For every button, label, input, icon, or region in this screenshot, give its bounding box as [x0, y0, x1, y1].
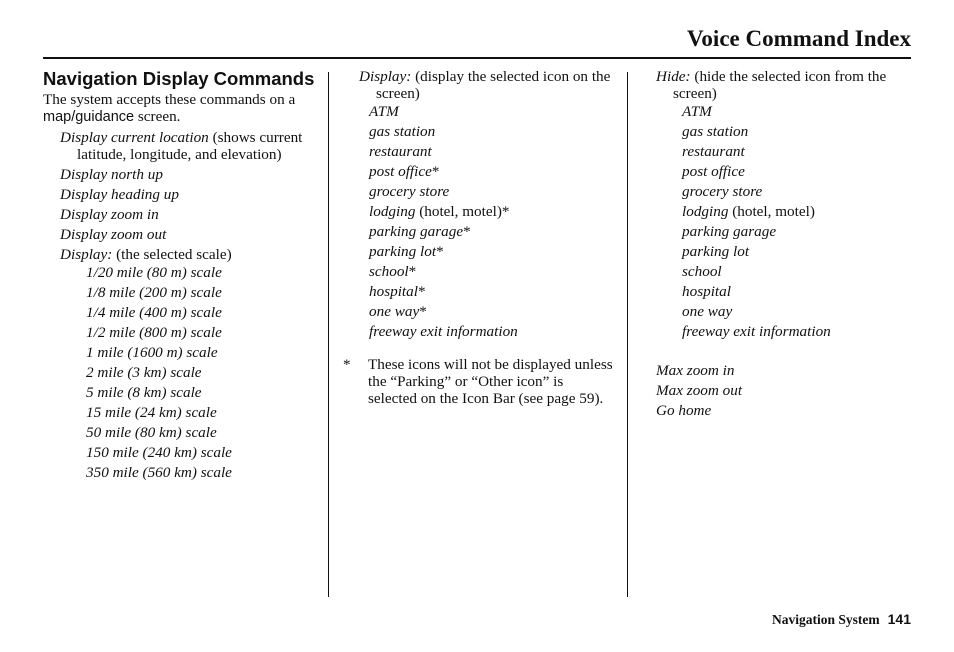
- scale-item: [86, 463, 318, 483]
- scale-item: [86, 343, 318, 363]
- display-icon-list: [343, 102, 615, 342]
- extra-command-list: [656, 361, 911, 421]
- icon-name: parking lot: [682, 243, 750, 260]
- header-rule: [43, 57, 911, 59]
- icon-name: freeway exit information: [369, 323, 518, 340]
- display-icon-item: [369, 122, 615, 142]
- hide-icon-item: [682, 262, 911, 282]
- icon-name: one way: [369, 303, 420, 320]
- display-icon-item: [369, 102, 615, 122]
- scale-item: [86, 403, 318, 423]
- display-icon-item: [369, 222, 615, 242]
- scale-item-text: 5 mile (8 km) scale: [86, 384, 202, 401]
- scale-item-text: 1/2 mile (800 m) scale: [86, 324, 222, 341]
- icon-name: parking lot: [369, 243, 437, 260]
- icon-suffix: *: [431, 163, 440, 180]
- command-item-text: Display zoom out: [60, 226, 167, 243]
- footer-label: Navigation System: [772, 612, 880, 627]
- scale-item-text: 1 mile (1600 m) scale: [86, 344, 218, 361]
- intro-paragraph: [43, 91, 318, 126]
- icon-name: restaurant: [682, 143, 745, 160]
- display-icon-item: [369, 242, 615, 262]
- icon-name: school: [369, 263, 409, 280]
- command-item: [60, 186, 318, 203]
- hide-icon-item: [682, 142, 911, 162]
- display-icon-item: [369, 302, 615, 322]
- hide-icon-list: [656, 102, 911, 342]
- command-italic: Hide:: [656, 68, 691, 85]
- column-hide-icons: [656, 68, 911, 421]
- display-icon-item: [369, 322, 615, 342]
- scale-item-text: 50 mile (80 km) scale: [86, 424, 217, 441]
- scale-item: [86, 443, 318, 463]
- command-display-icon: [359, 68, 615, 102]
- scale-item-text: 2 mile (3 km) scale: [86, 364, 202, 381]
- icon-suffix: *: [463, 223, 471, 240]
- icon-name: school: [682, 263, 722, 280]
- hide-icon-item: [682, 122, 911, 142]
- command-description: (the selected scale): [116, 246, 232, 263]
- scale-item-text: 350 mile (560 km) scale: [86, 464, 232, 481]
- extra-command-item-text: Max zoom out: [656, 382, 743, 399]
- icon-name: freeway exit information: [682, 323, 831, 340]
- scale-item-text: 150 mile (240 km) scale: [86, 444, 232, 461]
- page-number: 141: [887, 611, 911, 627]
- page-footer: [772, 611, 911, 628]
- column-divider-2: [627, 72, 628, 597]
- section-heading: Navigation Display Commands: [43, 68, 315, 89]
- scale-item: [86, 303, 318, 323]
- icon-name: post office: [682, 163, 745, 180]
- extra-command-item-text: Go home: [656, 402, 712, 419]
- scale-item: [86, 423, 318, 443]
- hide-icon-item: [682, 182, 911, 202]
- icon-suffix: *: [419, 303, 427, 320]
- hide-icon-item: [682, 222, 911, 242]
- extra-command-item-text: Max zoom in: [656, 362, 735, 379]
- icon-suffix: *: [436, 243, 444, 260]
- display-icon-item: [369, 162, 615, 182]
- icon-name: lodging: [682, 203, 729, 220]
- hide-icon-item: [682, 202, 911, 222]
- extra-command-item: [656, 401, 911, 421]
- display-icon-item: [369, 182, 615, 202]
- command-item-text: Display north up: [60, 166, 163, 183]
- hide-icon-item: [682, 302, 911, 322]
- icon-name: parking garage: [369, 223, 464, 240]
- page-title: Voice Command Index: [686, 26, 911, 51]
- icon-name: gas station: [369, 123, 436, 140]
- column-display-icons: [343, 68, 615, 407]
- intro-text: The system accepts these commands on a: [43, 91, 296, 108]
- scale-list: [43, 263, 318, 483]
- icon-suffix: *: [417, 283, 426, 300]
- hide-icon-item: [682, 102, 911, 122]
- command-item-text: Display heading up: [60, 186, 179, 203]
- command-italic: Display current location: [60, 129, 209, 146]
- command-list: [43, 166, 318, 243]
- icon-name: parking garage: [682, 223, 777, 240]
- extra-command-item: [656, 381, 911, 401]
- icon-name: grocery store: [682, 183, 763, 200]
- command-description: (shows current latitude, longitude, and elevation): [77, 129, 303, 163]
- icon-name: one way: [682, 303, 733, 320]
- command-hide-icon: [656, 68, 911, 102]
- icon-name: restaurant: [369, 143, 432, 160]
- icon-name: grocery store: [369, 183, 450, 200]
- icon-suffix: *: [408, 263, 417, 280]
- display-icon-item: [369, 202, 615, 222]
- icon-name: post office: [369, 163, 432, 180]
- intro-end: screen.: [137, 108, 181, 125]
- column-navigation-display: [43, 68, 318, 483]
- scale-item-text: 1/8 mile (200 m) scale: [86, 284, 222, 301]
- icon-name: gas station: [682, 123, 749, 140]
- command-item: [60, 166, 318, 183]
- footnote-star: *: [343, 356, 351, 373]
- scale-item: [86, 383, 318, 403]
- display-icon-item: [369, 142, 615, 162]
- command-description: (display the selected icon on the screen): [376, 68, 611, 102]
- icon-suffix: (hotel, motel)*: [415, 203, 510, 220]
- command-italic: Display:: [359, 68, 412, 85]
- command-italic: Display:: [60, 246, 113, 263]
- scale-item: [86, 363, 318, 383]
- command-item-text: Display zoom in: [60, 206, 159, 223]
- scale-item: [86, 323, 318, 343]
- scale-item-text: 1/4 mile (400 m) scale: [86, 304, 222, 321]
- icon-name: hospital: [369, 283, 418, 300]
- icon-name: hospital: [682, 283, 731, 300]
- display-icon-item: [369, 282, 615, 302]
- display-icon-item: [369, 262, 615, 282]
- footnote-text: These icons will not be displayed unless the “Parking” or “Other icon” is selected on the Icon Bar (see page 59).: [368, 356, 613, 407]
- hide-icon-item: [682, 162, 911, 182]
- icon-name: lodging: [369, 203, 416, 220]
- hide-icon-item: [682, 242, 911, 262]
- command-display-current-location: [60, 129, 318, 163]
- command-display-scale: [60, 246, 318, 263]
- hide-icon-item: [682, 322, 911, 342]
- footnote: [343, 356, 615, 407]
- command-item: [60, 226, 318, 243]
- intro-screen-name: map/guidance: [43, 109, 135, 125]
- icon-name: ATM: [369, 103, 399, 120]
- hide-icon-item: [682, 282, 911, 302]
- scale-item-text: 1/20 mile (80 m) scale: [86, 264, 222, 281]
- spacer: [656, 342, 911, 361]
- scale-item: [86, 283, 318, 303]
- scale-item: [86, 263, 318, 283]
- extra-command-item: [656, 361, 911, 381]
- command-item: [60, 206, 318, 223]
- icon-suffix: (hotel, motel): [728, 203, 815, 220]
- icon-name: ATM: [682, 103, 712, 120]
- column-divider-1: [328, 72, 329, 597]
- command-description: (hide the selected icon from the screen): [673, 68, 887, 102]
- scale-item-text: 15 mile (24 km) scale: [86, 404, 217, 421]
